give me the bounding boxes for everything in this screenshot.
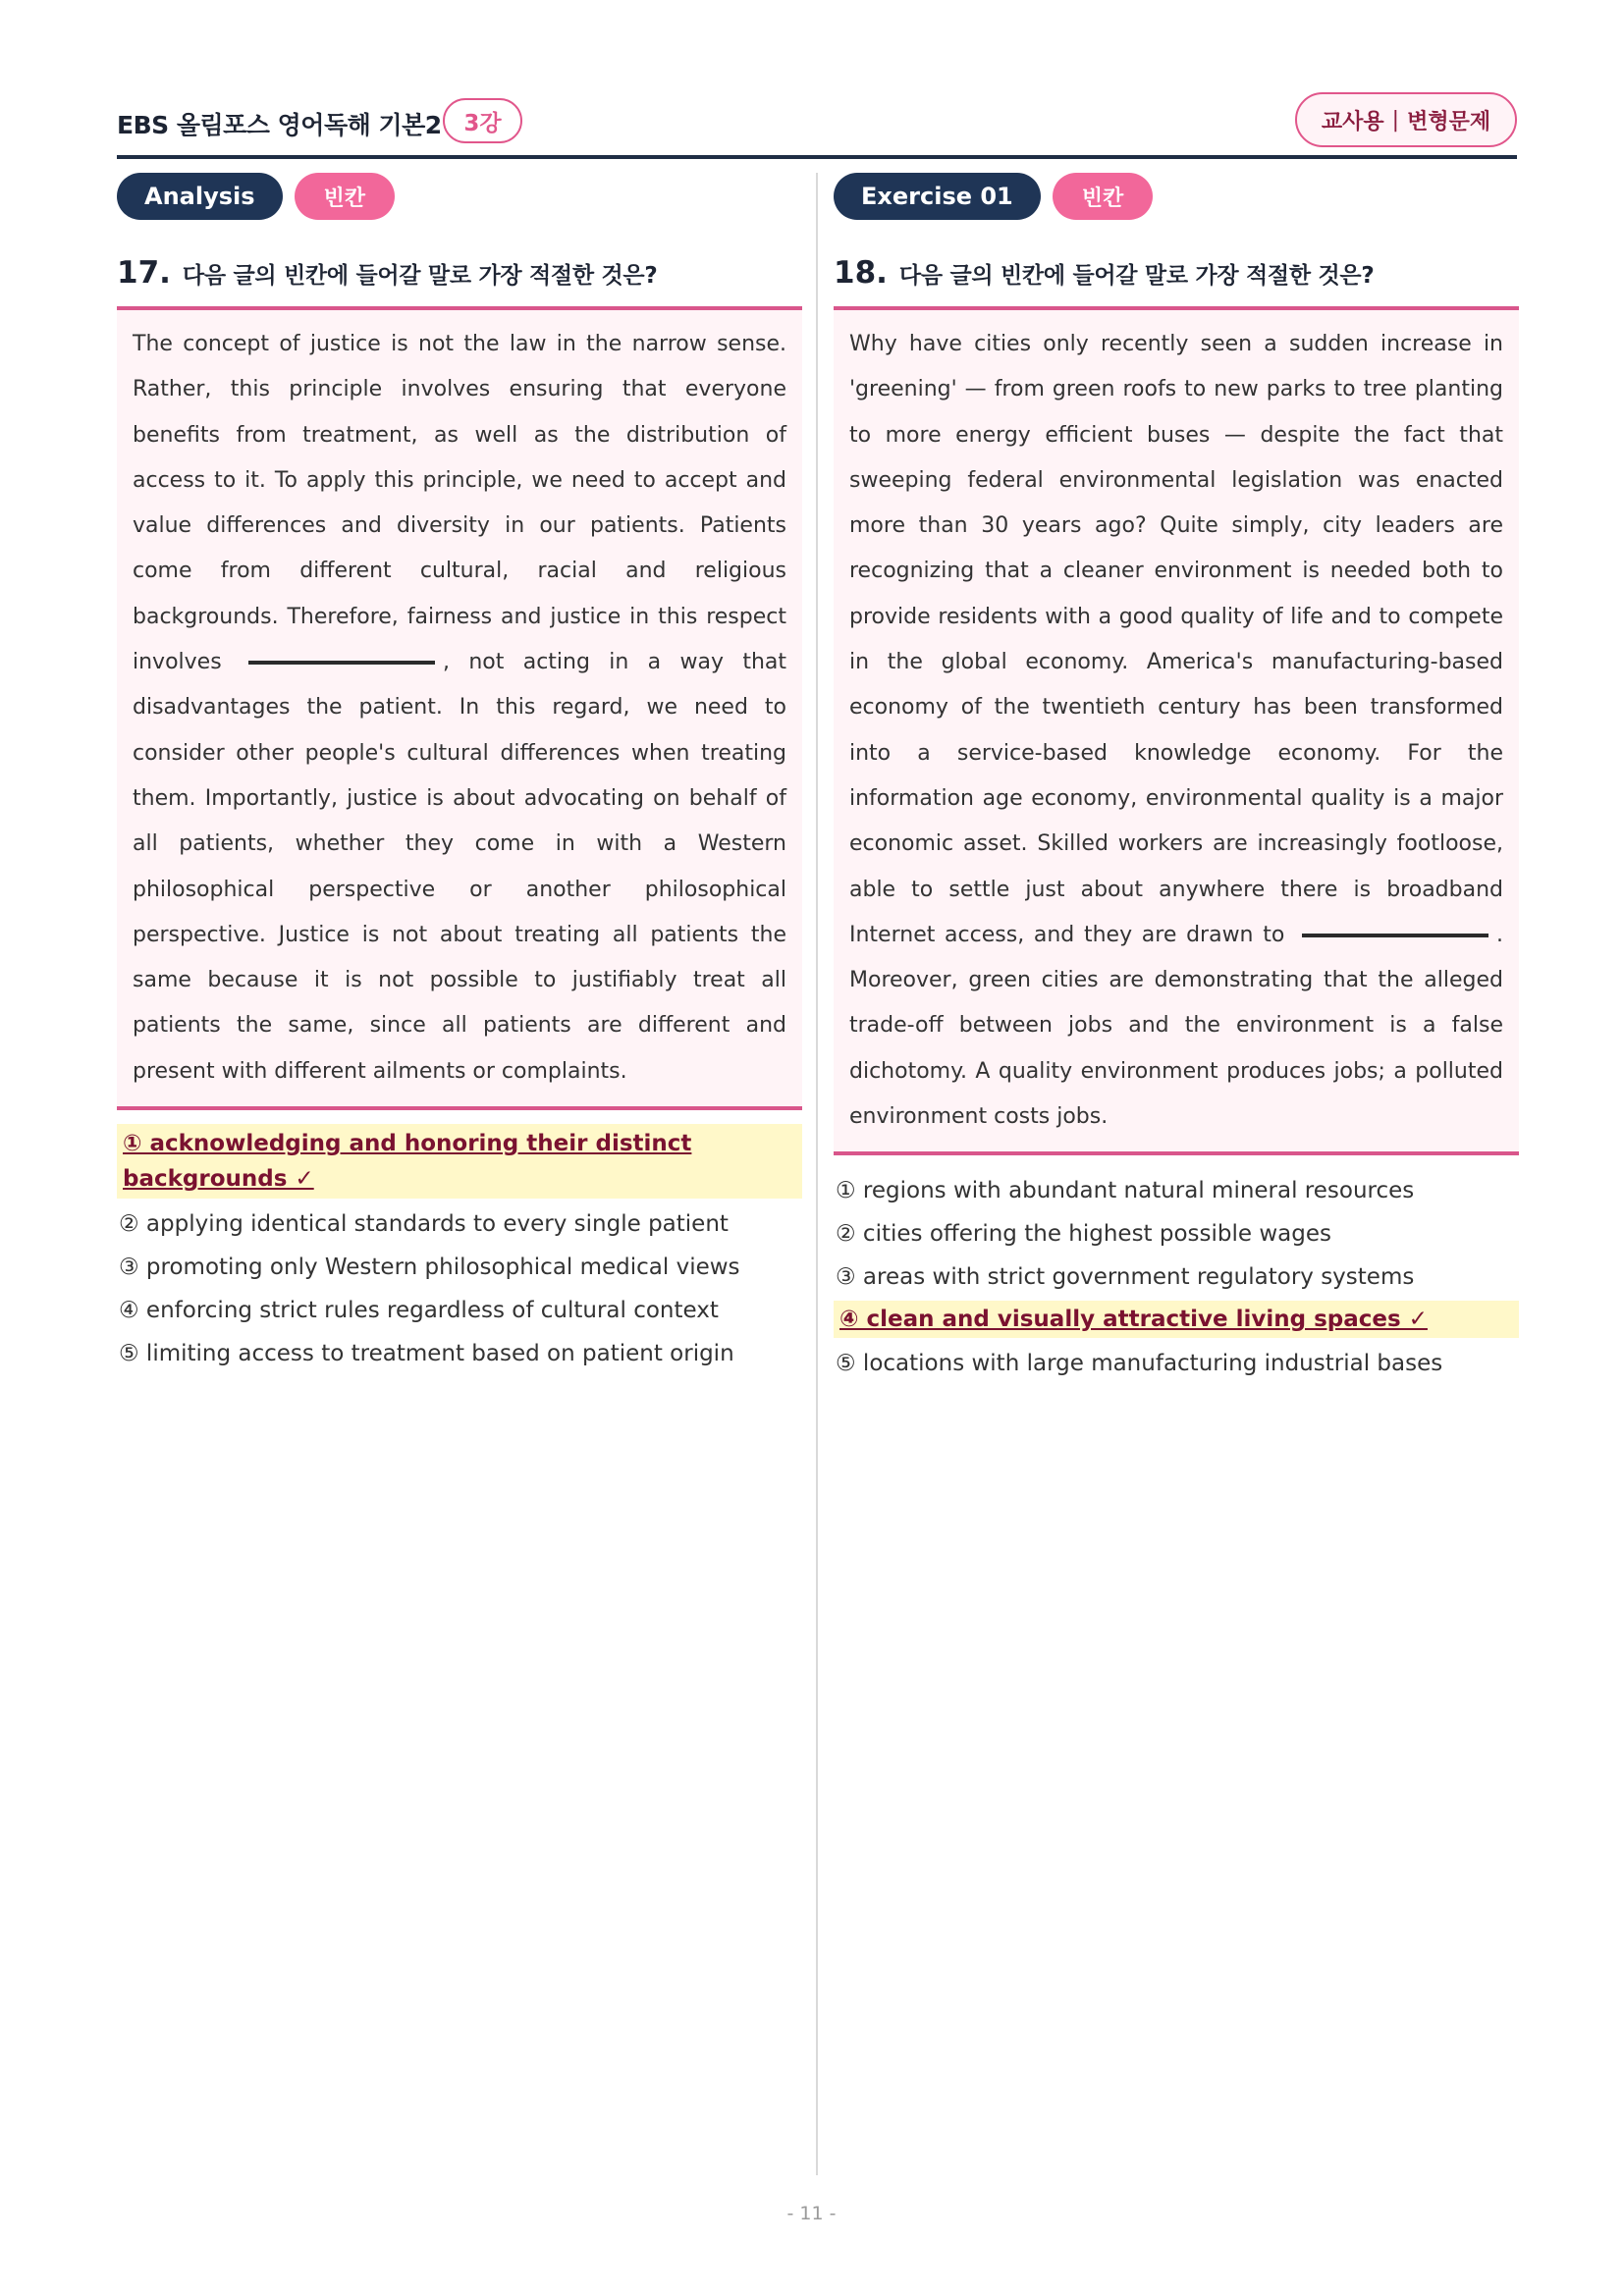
question-text: 다음 글의 빈칸에 들어갈 말로 가장 적절한 것은? xyxy=(898,263,1375,289)
option-1-correct: ① acknowledging and honoring their distinct backgrounds ✓ xyxy=(117,1124,802,1199)
passage-17 xyxy=(117,310,802,1106)
question-number: 17. xyxy=(117,255,171,291)
page-header xyxy=(117,94,1517,159)
left-column xyxy=(117,173,802,1375)
options-18 xyxy=(834,1169,1519,1385)
passage-after-blank: , not acting in a way that disadvantages the patient. In this regard, we need to consider other people's cultural differences when treating them. Importantly, justice is about advocating on behalf of all patients, whether they come in with a Western philosophical perspective or another philosophical perspective. Justice is not about treating all patients the same because it is not possible to justifiably treat all patients the same, since all patients are different and present with different ailments or complaints. xyxy=(133,650,786,1084)
blank-line xyxy=(248,661,435,665)
option-1: ① regions with abundant natural mineral resources xyxy=(836,1178,1415,1204)
option-2: ② applying identical standards to every single patient xyxy=(119,1211,729,1238)
question-18 xyxy=(834,255,1519,294)
option-3: ③ promoting only Western philosophical medical views xyxy=(119,1255,740,1281)
right-tags xyxy=(834,173,1519,222)
passage-before-blank: The concept of justice is not the law in the narrow sense. Rather, this principle involves ensuring that everyone benefits from treatment, as well as the distribution of access to it. To apply this principle, we need to accept and value differences and diversity in our patients. Patients come from different cultural, racial and religious backgrounds. Therefore, fairness and justice in this respect involves xyxy=(133,332,786,675)
page-number: - 11 - xyxy=(786,2203,837,2224)
option-4-correct: ④ clean and visually attractive living spaces ✓ xyxy=(834,1301,1519,1338)
option-4: ④ enforcing strict rules regardless of cultural context xyxy=(119,1298,719,1324)
variant-label: 변형문제 xyxy=(1407,109,1491,134)
blank-type-tag: 빈칸 xyxy=(1053,173,1154,220)
question-17 xyxy=(117,255,802,294)
option-5: ⑤ limiting access to treatment based on patient origin xyxy=(119,1341,734,1367)
column-divider xyxy=(816,173,818,2175)
passage-rule xyxy=(117,1106,802,1110)
exercise-tag: Exercise 01 xyxy=(834,173,1041,220)
option-5: ⑤ locations with large manufacturing industrial bases xyxy=(836,1351,1443,1377)
passage-after-blank: . Moreover, green cities are demonstrating that the alleged trade-off between jobs and the environment is a false dichotomy. A quality environment produces jobs; a polluted environment costs jobs. xyxy=(849,922,1503,1130)
option-2: ② cities offering the highest possible wages xyxy=(836,1221,1332,1248)
lesson-badge: 3강 xyxy=(443,98,522,143)
blank-line xyxy=(1302,934,1488,937)
teacher-variant-badge xyxy=(1295,92,1517,147)
teacher-label: 교사용 xyxy=(1321,109,1384,134)
left-tags xyxy=(117,173,802,222)
options-17 xyxy=(117,1124,802,1375)
badge-separator: | xyxy=(1391,107,1400,133)
question-text: 다음 글의 빈칸에 들어갈 말로 가장 적절한 것은? xyxy=(182,263,658,289)
passage-before-blank: Why have cities only recently seen a sudden increase in 'greening' — from green roofs to new parks to tree planting to more energy efficient buses — despite the fact that sweeping federal environmental legislation was enacted more than 30 years ago? Quite simply, city leaders are recognizing that a cleaner environment is needed both to provide residents with a good quality of life and to compete in the global economy. America's manufacturing-based economy of the twentieth century has been transformed into a service-based knowledge economy. For the information age economy, environmental quality is a major economic asset. Skilled workers are increasingly footloose, able to settle just about anywhere there is broadband Internet access, and they are drawn to xyxy=(849,332,1503,947)
right-column xyxy=(834,173,1519,1385)
option-3: ③ areas with strict government regulatory systems xyxy=(836,1264,1415,1291)
passage-18 xyxy=(834,310,1519,1151)
question-number: 18. xyxy=(834,255,888,291)
analysis-tag: Analysis xyxy=(117,173,283,220)
book-title: EBS 올림포스 영어독해 기본2 xyxy=(117,111,442,139)
blank-type-tag: 빈칸 xyxy=(295,173,396,220)
passage-rule xyxy=(834,1151,1519,1155)
